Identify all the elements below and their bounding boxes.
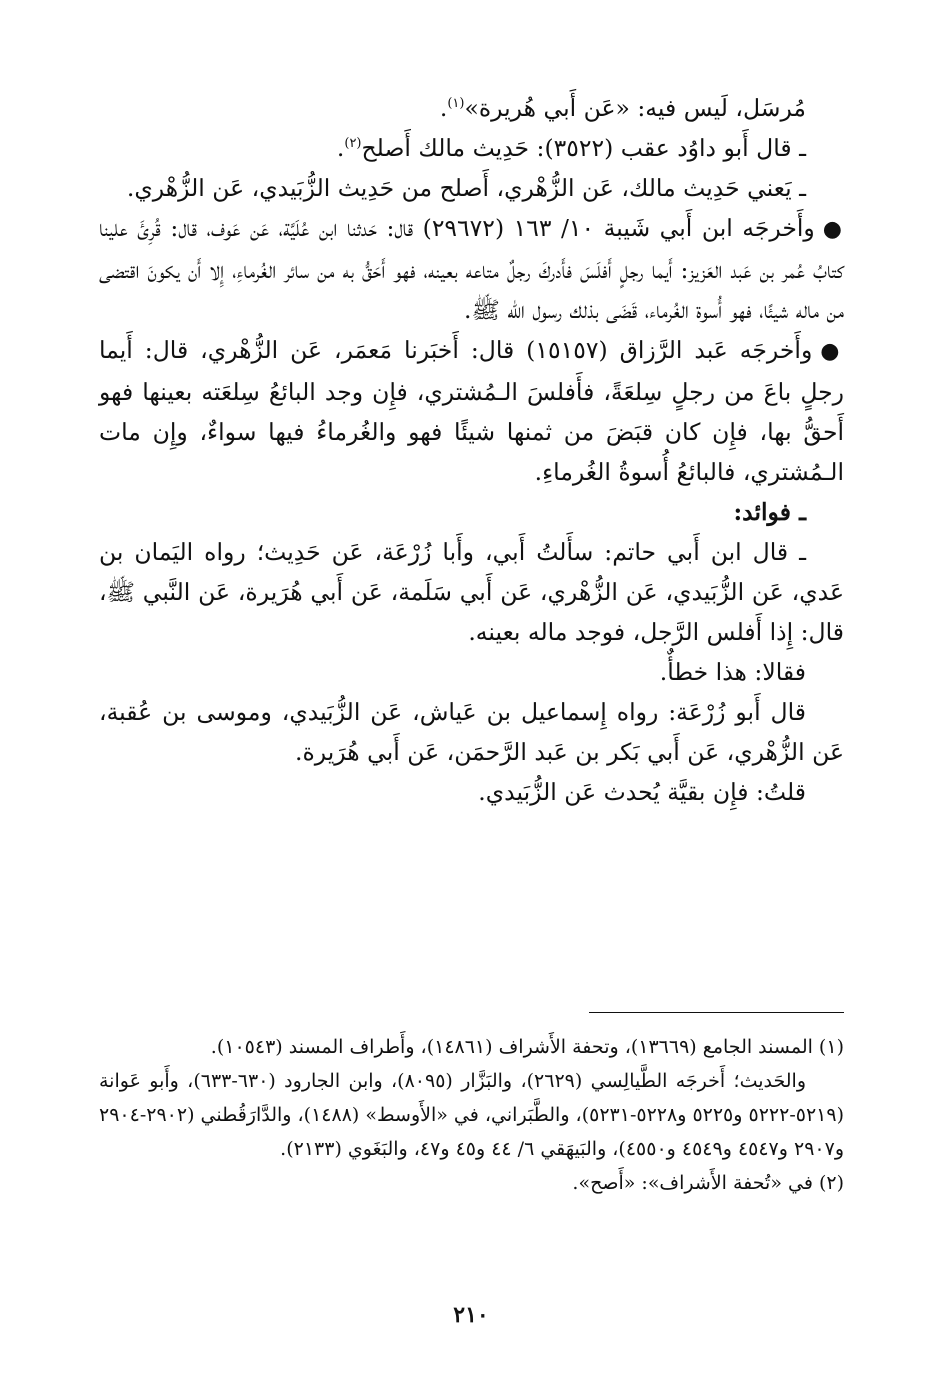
footnote-ref: (١) (447, 96, 465, 112)
bullet-icon: ● (822, 217, 845, 242)
section-heading (99, 492, 844, 532)
footnotes (99, 1030, 844, 1200)
paragraph-text: وأَخرجَه عَبد الرَّزاق (١٥١٥٧) قال: أَخبَرنا مَعمَر، عَن الزُّهْري، قال: أَيما رجلٍ باعَ من رجلٍ سِلعَةً، فأَفلسَ الـمُشتري، فإِن وجد البائعُ سِلعَته بعينها فهو أَحقُّ بها، فإِن كان قبَضَ من ثمنها شيئًا فهو والغُرماءُ فيها سواءٌ، وإِن مات الـمُشتري، فالبائعُ أُسوةُ الغُرماءِ. (99, 336, 844, 486)
bullet-icon: ● (820, 339, 844, 364)
footnote-separator (589, 1012, 844, 1013)
paragraph-text: فقالا: هذا خطأٌ. (659, 658, 806, 686)
footnote-text: (١) المسند الجامع (١٣٦٦٩)، وتحفة الأَشراف (١٤٨٦١)، وأَطراف المسند (١٠٥٤٣). (210, 1036, 844, 1058)
paragraph-4 (99, 208, 844, 330)
footnote-1-continued (99, 1064, 844, 1166)
heading-text: ـ فوائد: (733, 498, 806, 526)
footnote-1 (99, 1030, 844, 1064)
footnote-separator-wrap (99, 1012, 844, 1013)
page-number: ٢١٠ (453, 1302, 489, 1328)
footnote-text: (٢) في «تُحفة الأَشراف»: «أَصح». (572, 1172, 844, 1194)
footnote-2 (99, 1166, 844, 1200)
paragraph-7 (99, 532, 844, 652)
paragraph-9 (99, 692, 844, 772)
main-text (99, 88, 844, 812)
paragraph-10 (99, 772, 844, 812)
paragraph-5 (99, 330, 844, 492)
footnote-ref: (٢) (344, 136, 362, 152)
paragraph-text: ـ قال أَبو داوُد عقب (٣٥٢٢): حَدِيث مالك أَصلح (361, 134, 806, 162)
paragraph-text: قال أَبو زُرْعَة: رواه إِسماعيل بن عَياش، عَن الزُّبَيدي، وموسى بن عُقبة، عَن الزُّهْري، عَن أَبي بَكر بن عَبد الرَّحمَن، عَن أَبي هُرَيرة. (99, 698, 844, 766)
footnote-text: والحَديث؛ أَخرجَه الطَّيالِسي (٢٦٢٩)، والبَزَّار (٨٠٩٥)، وابن الجارود (٦٣٠-٦٣٣)، وأَبو عَوانة (٥٢١٩-٥٢٢٢ و٥٢٢٥ و٥٢٢٨-٥٢٣١)، والطَّبَراني، في «الأَوسط» (١٤٨٨)، والدَّارَقُطني (٢٩٠٢-٢٩٠٤ و٢٩٠٧ و٤٥٤٧ و٤٥٤٩ و٤٥٥٠)، والبَيهَقي ٦/ ٤٤ و٤٥ و٤٧، والبَغَوي (٢١٣٣). (99, 1070, 845, 1160)
paragraph-text: وأَخرجَه ابن أَبي شَيبة ١٠/ ١٦٣ (٢٩٦٧٢) قال: حَدثنا ابن عُلَيَّة، عَن عَوف، قال: قُرِئَ علينا كتابُ عُمر بن عَبد العَزيز: أَيما رجلٍ أَفلَسَ فأَدركَ رجلٌ متاعه بعينه، فهو أَحَقُّ به من سائر الغُرماءِ، إِلا أَن يكونَ اقتضى من ماله شيئًا، فهو أُسوة الغُرماء، قَضَى بذلك رسول الله ﷺ. (99, 214, 844, 324)
paragraph-text: مُرسَل، لَيس فيه: «عَن أَبي هُريرة» (464, 94, 806, 122)
punctuation: . (439, 94, 448, 122)
paragraph-text: ـ قال ابن أَبي حاتم: سأَلتُ أَبي، وأَبا زُرْعَة، عَن حَدِيث؛ رواه اليَمان بن عَدي، عَن الزُّبَيدي، عَن الزُّهْري، عَن أَبي سَلَمة، عَن أَبي هُرَيرة، عَن النَّبي ﷺ، قال: إِذا أَفلس الرَّجل، فوجد ماله بعينه. (99, 538, 844, 646)
paragraph-text: ـ يَعني حَدِيث مالك، عَن الزُّهْري، أَصلح من حَدِيث الزُّبَيدي، عَن الزُّهْري. (126, 174, 806, 202)
paragraph-2 (99, 128, 844, 168)
paragraph-text: قلتُ: فإِن بقيَّة يُحدث عَن الزُّبَيدي. (478, 778, 806, 806)
paragraph-3 (99, 168, 844, 208)
paragraph-1 (99, 88, 844, 128)
punctuation: . (336, 134, 345, 162)
paragraph-8 (99, 652, 844, 692)
